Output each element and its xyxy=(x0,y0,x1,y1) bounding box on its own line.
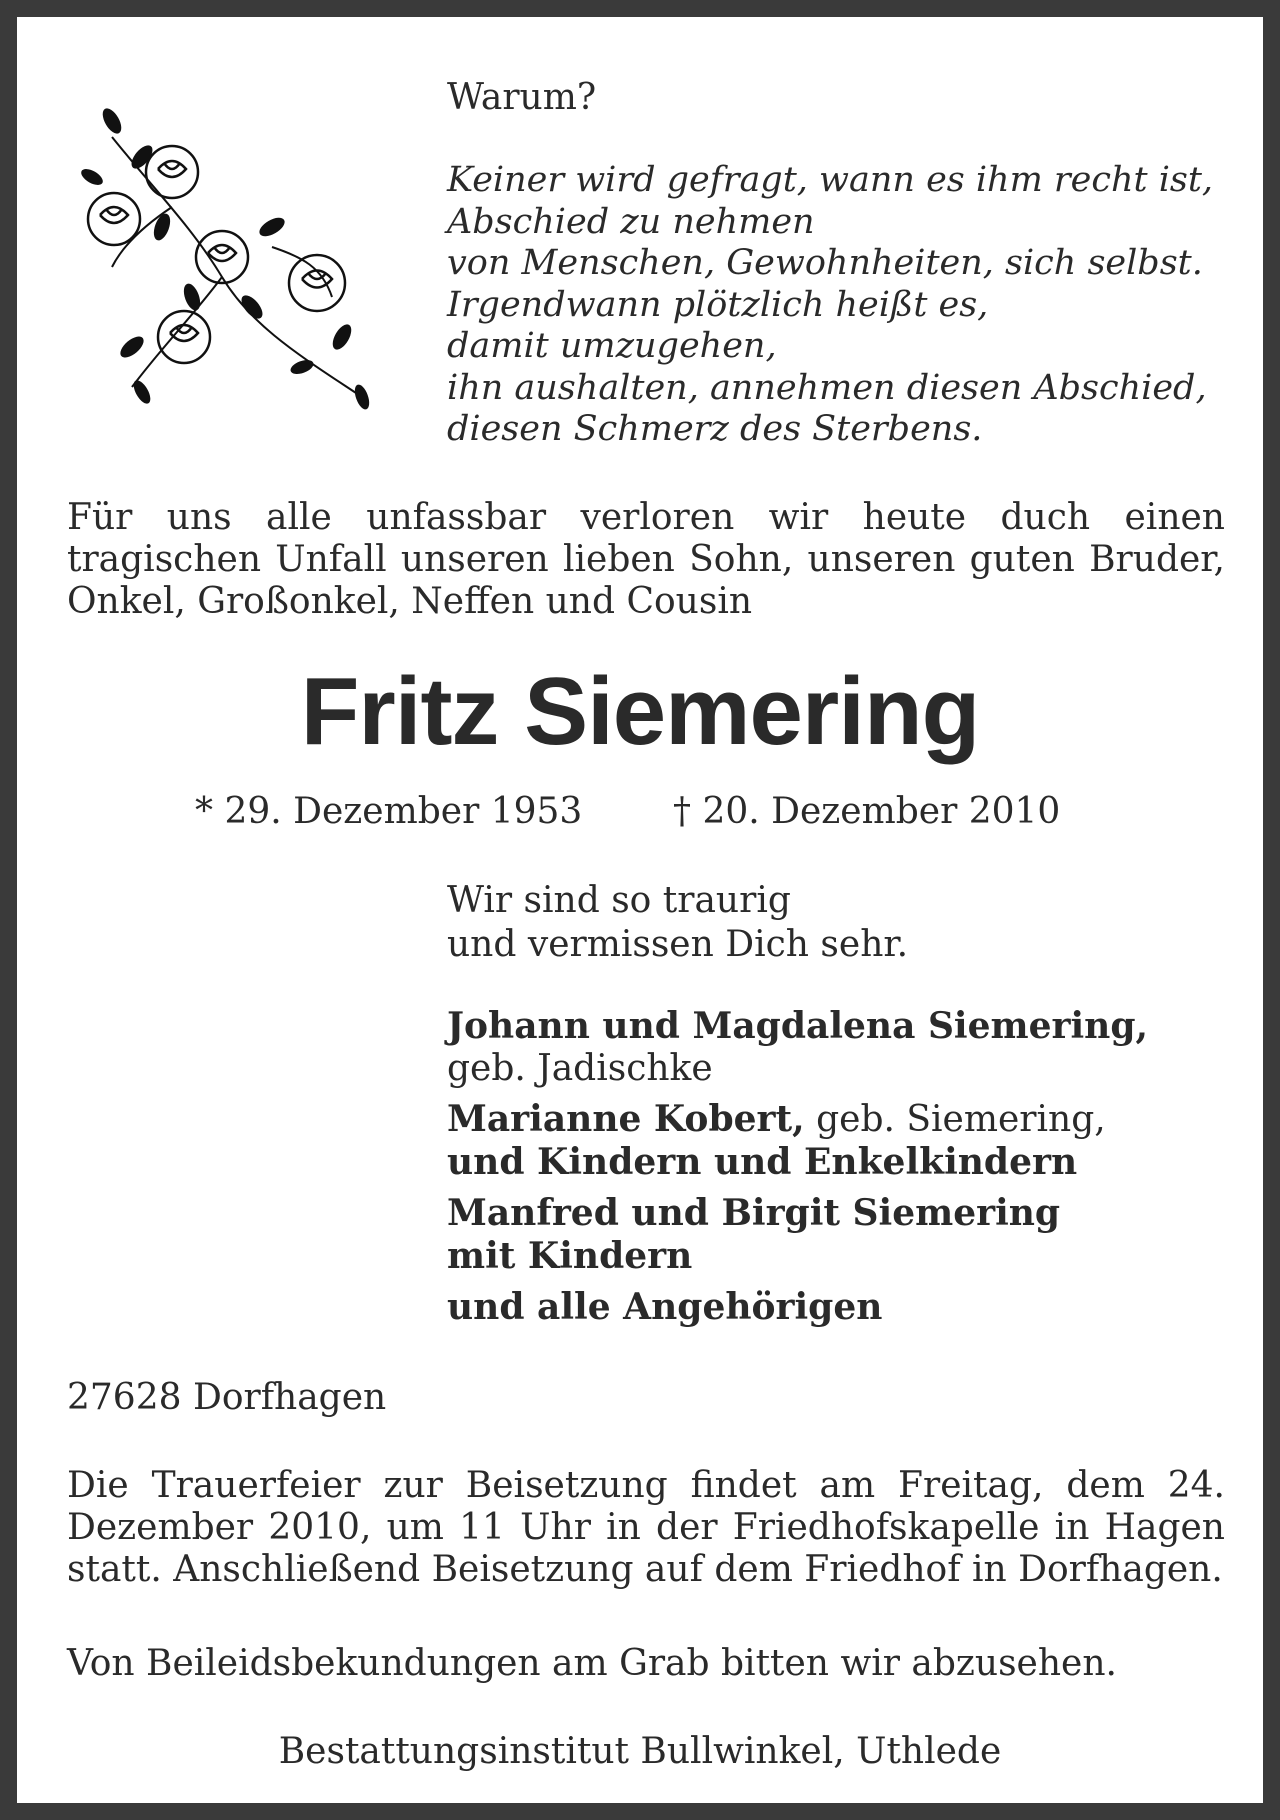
mourner-group xyxy=(447,1286,1148,1329)
obituary-card xyxy=(17,17,1263,1803)
poem-text xyxy=(447,160,1214,451)
funeral-info: Die Trauerfeier zur Beisetzung findet am Freitag, dem 24. Dezember 2010, um 11 Uhr in der Friedhofskapelle in Hagen statt. Anschließend Beisetzung auf dem Friedhof in Dorfhagen. xyxy=(67,1465,1225,1590)
intro-paragraph: Für uns alle unfassbar verloren wir heute duch einen tragischen Unfall unseren lieben Sohn, unseren guten Bruder, Onkel, Großonkel, Neffen und Cousin xyxy=(67,497,1225,622)
mourner-relatives: und alle Angehörigen xyxy=(447,1286,883,1328)
death-date: † 20. Dezember 2010 xyxy=(673,791,1061,832)
mourner-name: Johann und Magdalena Siemering, xyxy=(447,1005,1149,1047)
poem-line: Abschied zu nehmen xyxy=(447,201,815,242)
poem-line: Keiner wird gefragt, wann es ihm recht ist, xyxy=(447,160,1214,200)
mourner-group xyxy=(447,1098,1148,1184)
roses-illustration xyxy=(72,97,402,417)
mourner-name: Manfred und Birgit Siemering xyxy=(447,1192,1061,1234)
mourner-family: und Kindern und Enkelkindern xyxy=(447,1141,1078,1183)
address: 27628 Dorfhagen xyxy=(67,1377,387,1418)
poem-line: damit umzugehen, xyxy=(447,326,777,366)
condolence-note: Von Beileidsbekundungen am Grab bitten wir abzusehen. xyxy=(67,1643,1117,1684)
mourner-maiden-name: geb. Siemering, xyxy=(804,1099,1106,1140)
mourner-family: mit Kindern xyxy=(447,1235,693,1277)
poem-line: ihn aushalten, annehmen diesen Abschied, xyxy=(447,367,1207,408)
poem-line: von Menschen, Gewohnheiten, sich selbst. xyxy=(447,243,1203,283)
mourner-group xyxy=(447,1192,1148,1278)
rose-icon xyxy=(88,146,345,363)
mourner-maiden-name: geb. Jadischke xyxy=(447,1048,713,1089)
deceased-name: Fritz Siemering xyxy=(300,658,980,765)
mourner-name: Marianne Kobert, xyxy=(447,1098,805,1140)
mourner-group xyxy=(447,1005,1148,1090)
condolence-line: Wir sind so traurig xyxy=(447,880,791,921)
poem-line: Irgendwann plötzlich heißt es, xyxy=(447,284,989,325)
condolence-lines xyxy=(447,879,908,967)
mourners-list xyxy=(447,1005,1148,1337)
poem-line: diesen Schmerz des Sterbens. xyxy=(447,409,983,449)
birth-date: * 29. Dezember 1953 xyxy=(195,791,583,832)
poem-title: Warum? xyxy=(447,77,597,118)
undertaker: Bestattungsinstitut Bullwinkel, Uthlede xyxy=(278,1731,1002,1772)
condolence-line: und vermissen Dich sehr. xyxy=(447,924,909,965)
